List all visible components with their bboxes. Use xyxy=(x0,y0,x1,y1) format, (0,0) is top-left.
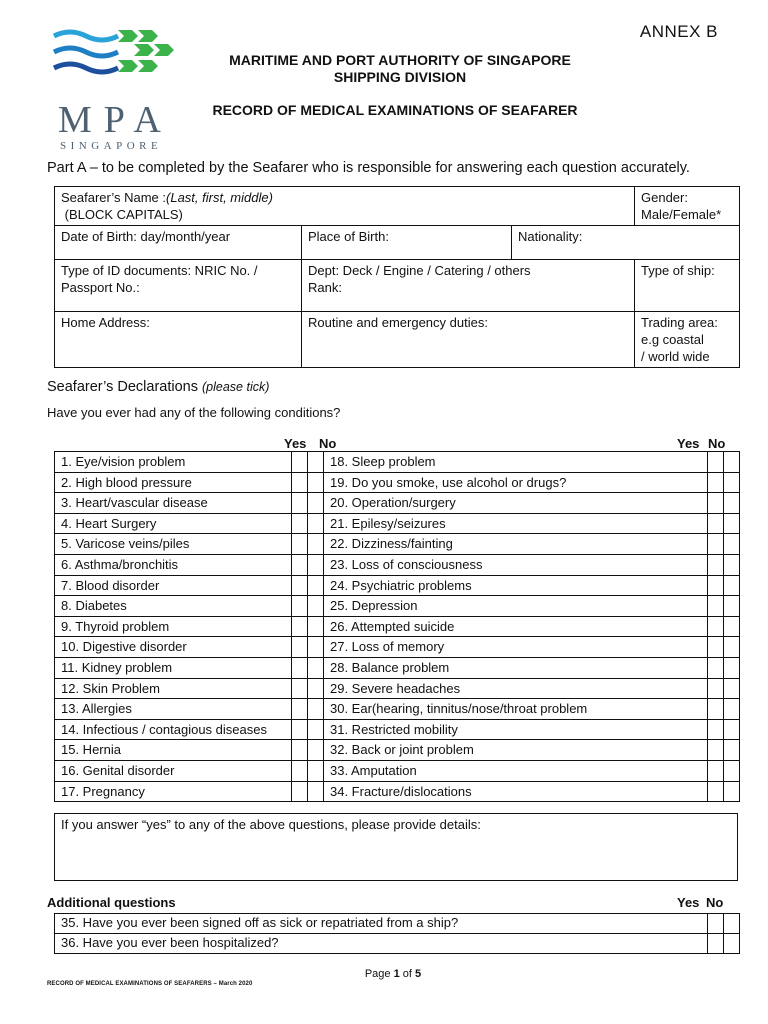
yes-checkbox[interactable] xyxy=(708,678,724,699)
condition-row xyxy=(55,554,740,575)
condition-label: 27. Loss of memory xyxy=(324,637,708,658)
gender-field[interactable]: Gender: Male/Female* xyxy=(635,187,740,226)
condition-row xyxy=(55,781,740,802)
additional-question-row xyxy=(55,934,740,954)
yes-header-additional: Yes xyxy=(677,895,700,910)
condition-row xyxy=(55,740,740,761)
yes-checkbox[interactable] xyxy=(292,596,308,617)
no-checkbox[interactable] xyxy=(308,596,324,617)
condition-label: 32. Back or joint problem xyxy=(324,740,708,761)
yes-checkbox[interactable] xyxy=(292,740,308,761)
no-checkbox[interactable] xyxy=(724,493,740,514)
yes-header-right: Yes xyxy=(677,436,700,451)
dob-field[interactable]: Date of Birth: day/month/year xyxy=(55,226,302,260)
condition-label: 15. Hernia xyxy=(55,740,292,761)
no-header-right: No xyxy=(708,436,726,451)
condition-label: 28. Balance problem xyxy=(324,657,708,678)
yes-checkbox[interactable] xyxy=(708,513,724,534)
declarations-title: Seafarer’s Declarations (please tick) xyxy=(47,379,270,395)
condition-label: 6. Asthma/bronchitis xyxy=(55,554,292,575)
condition-row xyxy=(55,699,740,720)
no-checkbox[interactable] xyxy=(724,914,740,934)
additional-question-row xyxy=(55,914,740,934)
condition-label: 24. Psychiatric problems xyxy=(324,575,708,596)
condition-label: 31. Restricted mobility xyxy=(324,719,708,740)
no-checkbox[interactable] xyxy=(308,472,324,493)
no-header-additional: No xyxy=(706,895,724,910)
no-checkbox[interactable] xyxy=(308,781,324,802)
condition-label: 34. Fracture/dislocations xyxy=(324,781,708,802)
yes-checkbox[interactable] xyxy=(708,699,724,720)
condition-label: 8. Diabetes xyxy=(55,596,292,617)
no-header-left: No xyxy=(319,436,337,451)
no-checkbox[interactable] xyxy=(308,575,324,596)
condition-label: 4. Heart Surgery xyxy=(55,513,292,534)
yes-checkbox[interactable] xyxy=(708,596,724,617)
id-docs-field[interactable]: Type of ID documents: NRIC No. / Passport No.: xyxy=(55,260,302,312)
no-checkbox[interactable] xyxy=(724,616,740,637)
question-label: 36. Have you ever been hospitalized? xyxy=(55,934,708,954)
no-checkbox[interactable] xyxy=(724,740,740,761)
no-checkbox[interactable] xyxy=(308,452,324,473)
yes-checkbox[interactable] xyxy=(708,740,724,761)
condition-label: 17. Pregnancy xyxy=(55,781,292,802)
nationality-field[interactable]: Nationality: xyxy=(512,226,740,260)
part-a-instruction: Part A – to be completed by the Seafarer who is responsible for answering each question accurately. xyxy=(47,160,690,176)
no-checkbox[interactable] xyxy=(724,657,740,678)
yes-checkbox[interactable] xyxy=(708,934,724,954)
condition-row xyxy=(55,657,740,678)
condition-label: 11. Kidney problem xyxy=(55,657,292,678)
no-checkbox[interactable] xyxy=(308,678,324,699)
seafarer-info-table xyxy=(54,186,740,368)
yes-checkbox[interactable] xyxy=(292,452,308,473)
no-checkbox[interactable] xyxy=(724,513,740,534)
condition-label: 3. Heart/vascular disease xyxy=(55,493,292,514)
condition-row xyxy=(55,760,740,781)
yes-checkbox[interactable] xyxy=(292,472,308,493)
yes-checkbox[interactable] xyxy=(292,513,308,534)
details-box[interactable]: If you answer “yes” to any of the above questions, please provide details: xyxy=(54,813,738,881)
page-number: Page 1 of 5 xyxy=(364,968,422,980)
condition-row xyxy=(55,616,740,637)
yes-checkbox[interactable] xyxy=(708,781,724,802)
dept-rank-field[interactable]: Dept: Deck / Engine / Catering / others Rank: xyxy=(302,260,635,312)
no-checkbox[interactable] xyxy=(724,452,740,473)
yes-checkbox[interactable] xyxy=(292,534,308,555)
no-checkbox[interactable] xyxy=(308,657,324,678)
footer-doc-ref: RECORD OF MEDICAL EXAMINATIONS OF SEAFARERS – March 2020 xyxy=(47,981,253,987)
home-address-field[interactable]: Home Address: xyxy=(55,312,302,368)
yes-checkbox[interactable] xyxy=(708,575,724,596)
org-name: MARITIME AND PORT AUTHORITY OF SINGAPORE xyxy=(229,52,571,68)
yes-checkbox[interactable] xyxy=(292,678,308,699)
wave-arrows-icon xyxy=(52,28,182,98)
no-checkbox[interactable] xyxy=(724,934,740,954)
condition-label: 14. Infectious / contagious diseases xyxy=(55,719,292,740)
yes-checkbox[interactable] xyxy=(292,781,308,802)
duties-field[interactable]: Routine and emergency duties: xyxy=(302,312,635,368)
condition-row xyxy=(55,513,740,534)
condition-row xyxy=(55,678,740,699)
no-checkbox[interactable] xyxy=(724,575,740,596)
condition-label: 26. Attempted suicide xyxy=(324,616,708,637)
condition-label: 13. Allergies xyxy=(55,699,292,720)
no-checkbox[interactable] xyxy=(724,699,740,720)
yes-checkbox[interactable] xyxy=(708,554,724,575)
condition-label: 16. Genital disorder xyxy=(55,760,292,781)
pob-field[interactable]: Place of Birth: xyxy=(302,226,512,260)
condition-label: 12. Skin Problem xyxy=(55,678,292,699)
yes-checkbox[interactable] xyxy=(708,452,724,473)
yes-checkbox[interactable] xyxy=(708,914,724,934)
condition-row xyxy=(55,472,740,493)
yes-checkbox[interactable] xyxy=(292,699,308,720)
yes-checkbox[interactable] xyxy=(708,616,724,637)
yes-checkbox[interactable] xyxy=(292,616,308,637)
condition-label: 21. Epilesy/seizures xyxy=(324,513,708,534)
yes-checkbox[interactable] xyxy=(292,554,308,575)
trading-area-field[interactable]: Trading area: e.g coastal / world wide xyxy=(635,312,740,368)
condition-row xyxy=(55,596,740,617)
condition-label: 30. Ear(hearing, tinnitus/nose/throat problem xyxy=(324,699,708,720)
yes-checkbox[interactable] xyxy=(708,493,724,514)
yes-checkbox[interactable] xyxy=(708,534,724,555)
conditions-question: Have you ever had any of the following conditions? xyxy=(47,405,341,420)
no-checkbox[interactable] xyxy=(308,760,324,781)
no-checkbox[interactable] xyxy=(724,554,740,575)
no-checkbox[interactable] xyxy=(724,719,740,740)
yes-checkbox[interactable] xyxy=(708,760,724,781)
additional-questions-table xyxy=(54,913,740,954)
ship-type-field[interactable]: Type of ship: xyxy=(635,260,740,312)
no-checkbox[interactable] xyxy=(308,637,324,658)
no-checkbox[interactable] xyxy=(724,760,740,781)
yes-checkbox[interactable] xyxy=(292,719,308,740)
condition-row xyxy=(55,719,740,740)
condition-row xyxy=(55,575,740,596)
condition-label: 29. Severe headaches xyxy=(324,678,708,699)
document-title: RECORD OF MEDICAL EXAMINATIONS OF SEAFARER xyxy=(212,102,578,118)
yes-checkbox[interactable] xyxy=(292,657,308,678)
condition-label: 18. Sleep problem xyxy=(324,452,708,473)
conditions-table xyxy=(54,451,740,802)
no-checkbox[interactable] xyxy=(308,554,324,575)
condition-label: 7. Blood disorder xyxy=(55,575,292,596)
name-field[interactable]: Seafarer’s Name :(Last, first, middle) (BLOCK CAPITALS) xyxy=(55,187,635,226)
condition-label: 33. Amputation xyxy=(324,760,708,781)
condition-label: 5. Varicose veins/piles xyxy=(55,534,292,555)
mpa-logo xyxy=(52,28,182,156)
condition-row xyxy=(55,637,740,658)
yes-checkbox[interactable] xyxy=(292,493,308,514)
no-checkbox[interactable] xyxy=(308,719,324,740)
yes-checkbox[interactable] xyxy=(708,472,724,493)
condition-row xyxy=(55,534,740,555)
yes-checkbox[interactable] xyxy=(292,575,308,596)
condition-label: 23. Loss of consciousness xyxy=(324,554,708,575)
yes-checkbox[interactable] xyxy=(708,657,724,678)
division-name: SHIPPING DIVISION xyxy=(333,69,467,85)
yes-checkbox[interactable] xyxy=(708,637,724,658)
condition-label: 22. Dizziness/fainting xyxy=(324,534,708,555)
no-checkbox[interactable] xyxy=(308,616,324,637)
no-checkbox[interactable] xyxy=(308,699,324,720)
no-checkbox[interactable] xyxy=(724,678,740,699)
condition-row xyxy=(55,452,740,473)
annex-label: ANNEX B xyxy=(639,22,718,41)
no-checkbox[interactable] xyxy=(724,596,740,617)
question-label: 35. Have you ever been signed off as sick or repatriated from a ship? xyxy=(55,914,708,934)
condition-label: 20. Operation/surgery xyxy=(324,493,708,514)
condition-label: 25. Depression xyxy=(324,596,708,617)
yes-header-left: Yes xyxy=(284,436,307,451)
no-checkbox[interactable] xyxy=(308,534,324,555)
no-checkbox[interactable] xyxy=(724,534,740,555)
yes-checkbox[interactable] xyxy=(292,637,308,658)
condition-label: 1. Eye/vision problem xyxy=(55,452,292,473)
yes-checkbox[interactable] xyxy=(708,719,724,740)
no-checkbox[interactable] xyxy=(308,493,324,514)
no-checkbox[interactable] xyxy=(308,513,324,534)
yes-checkbox[interactable] xyxy=(292,760,308,781)
no-checkbox[interactable] xyxy=(724,472,740,493)
condition-label: 19. Do you smoke, use alcohol or drugs? xyxy=(324,472,708,493)
condition-label: 10. Digestive disorder xyxy=(55,637,292,658)
no-checkbox[interactable] xyxy=(308,740,324,761)
condition-row xyxy=(55,493,740,514)
no-checkbox[interactable] xyxy=(724,637,740,658)
logo-text: MPA xyxy=(58,99,173,141)
condition-label: 2. High blood pressure xyxy=(55,472,292,493)
condition-label: 9. Thyroid problem xyxy=(55,616,292,637)
additional-questions-title: Additional questions xyxy=(47,895,176,910)
no-checkbox[interactable] xyxy=(724,781,740,802)
logo-subtext: SINGAPORE xyxy=(60,140,163,152)
